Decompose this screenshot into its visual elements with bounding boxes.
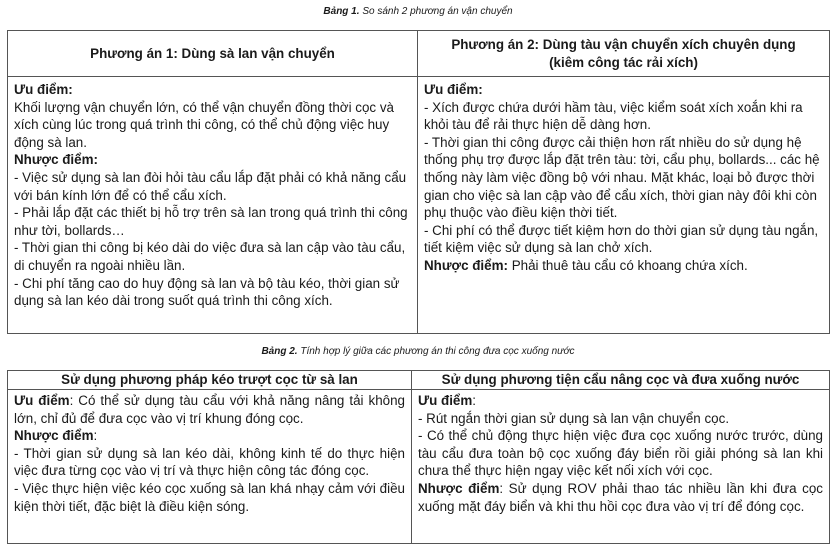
advantage-item: - Thời gian thi công được cải thiện hơn rất nhiều do sử dụng hệ thống phụ trợ được lắp đặt trên tàu: tời, cẩu phụ, bollards... các hệ thống này làm việc đồng bộ với nhau. Mặt khác, loại bỏ được thời gian cho việc sà lan cập vào để cẩu xích, thời gian này đôi khi còn phụ thuộc vào điều kiện thời tiết. bbox=[424, 134, 820, 221]
disadvantages-label: Nhược điểm: bbox=[424, 257, 508, 273]
table1-caption-label: Bảng 1. bbox=[323, 6, 360, 17]
advantage-item: - Rút ngắn thời gian sử dụng sà lan vận chuyển cọc. bbox=[418, 410, 730, 426]
disadvantages-row bbox=[424, 257, 823, 275]
advantages-label: Ưu điểm bbox=[418, 393, 473, 408]
disadvantage-item: - Chi phí tăng cao do huy động sà lan và bộ tàu kéo, thời gian sử dụng sà lan kéo dài trong suốt quá trình thi công xích. bbox=[14, 275, 400, 309]
table2-col2-body bbox=[412, 390, 830, 544]
disadvantages-text: : Sử dụng ROV phải thao tác nhiều lần khi đưa cọc xuống mặt đáy biển và khi thu hồi cọc đưa vào vị trí để đóng cọc. bbox=[418, 480, 823, 514]
advantages-text: Khối lượng vận chuyển lớn, có thể vận chuyển đồng thời cọc và xích cùng lúc trong quá trình thi công, có thể chủ động việc huy động sà lan. bbox=[14, 99, 394, 150]
advantage-item: - Xích được chứa dưới hầm tàu, việc kiểm soát xích xoắn khi ra khỏi tàu để rải thực hiện dễ dàng hơn. bbox=[424, 99, 803, 133]
disadvantages-row: Nhược điểm: bbox=[14, 428, 98, 444]
table1-col1-header: Phương án 1: Dùng sà lan vận chuyển bbox=[8, 31, 418, 77]
table1-caption bbox=[0, 6, 836, 17]
table2-caption bbox=[0, 346, 836, 357]
advantages-label: Ưu điểm bbox=[14, 393, 70, 408]
advantages-label: Ưu điểm: bbox=[424, 82, 483, 97]
disadvantage-item: - Phải lắp đặt các thiết bị hỗ trợ trên sà lan trong quá trình thi công như tời, bollards… bbox=[14, 205, 408, 238]
advantages-label: Ưu điểm: bbox=[14, 82, 73, 97]
table2-caption-label: Bảng 2. bbox=[261, 346, 298, 357]
table1-caption-text: So sánh 2 phương án vận chuyển bbox=[362, 6, 513, 17]
table1-col2-body bbox=[418, 77, 830, 334]
table2 bbox=[7, 370, 830, 544]
table2-caption-text: Tính hợp lý giữa các phương án thi công đưa cọc xuống nước bbox=[300, 346, 575, 357]
advantages-text: : Có thể sử dụng tàu cẩu với khả năng nâng tải không lớn, chỉ đủ để đưa cọc vào vị trí khung đóng cọc. bbox=[14, 393, 406, 426]
disadvantage-item: - Việc sử dụng sà lan đòi hỏi tàu cẩu lắp đặt phải có khả năng cẩu với bán kính lớn để có thể cẩu xích. bbox=[14, 169, 407, 203]
disadvantages-label: Nhược điểm: bbox=[14, 152, 98, 168]
advantages-row: Ưu điểm: bbox=[418, 393, 476, 408]
disadvantages-label: Nhược điểm bbox=[418, 480, 500, 496]
table2-col1-header: Sử dụng phương pháp kéo trượt cọc từ sà lan bbox=[8, 371, 412, 390]
disadvantage-item: - Thời gian thi công bị kéo dài do việc đưa sà lan cập vào tàu cẩu, di chuyển ra ngoài nhiều lần. bbox=[14, 240, 406, 273]
table1-col1-body bbox=[8, 77, 418, 334]
disadvantages-row bbox=[418, 480, 823, 515]
advantage-item: - Có thể chủ động thực hiện việc đưa cọc xuống nước trước, dùng tàu cẩu đưa toàn bộ cọc xuống đáy biển rồi giải phóng sà lan khi chưa thể thực hiện ngay việc kết nối xích với cọc. bbox=[418, 428, 823, 479]
disadvantage-item: - Việc thực hiện việc kéo cọc xuống sà lan khá nhạy cảm với điều kiện thời tiết, đặc biệt là điều kiện sóng. bbox=[14, 480, 405, 514]
disadvantage-item: - Thời gian sử dụng sà lan kéo dài, không kinh tế do thực hiện việc đưa từng cọc vào vị trí và thực hiện công tác đóng cọc. bbox=[14, 445, 405, 479]
table1-col2-header: Phương án 2: Dùng tàu vận chuyển xích chuyên dụng (kiêm công tác rải xích) bbox=[418, 31, 830, 77]
advantages-row bbox=[14, 392, 405, 427]
advantage-item: - Chi phí có thể được tiết kiệm hơn do thời gian sử dụng tàu ngắn, tiết kiệm việc sử dụng sà lan chở xích. bbox=[424, 222, 819, 256]
table2-col2-header: Sử dụng phương tiện cẩu nâng cọc và đưa xuống nước bbox=[412, 371, 830, 390]
table1 bbox=[7, 30, 830, 334]
disadvantages-text: Phải thuê tàu cẩu có khoang chứa xích. bbox=[511, 257, 748, 273]
table2-col1-body bbox=[8, 390, 412, 544]
disadvantages-label: Nhược điểm bbox=[14, 428, 94, 444]
